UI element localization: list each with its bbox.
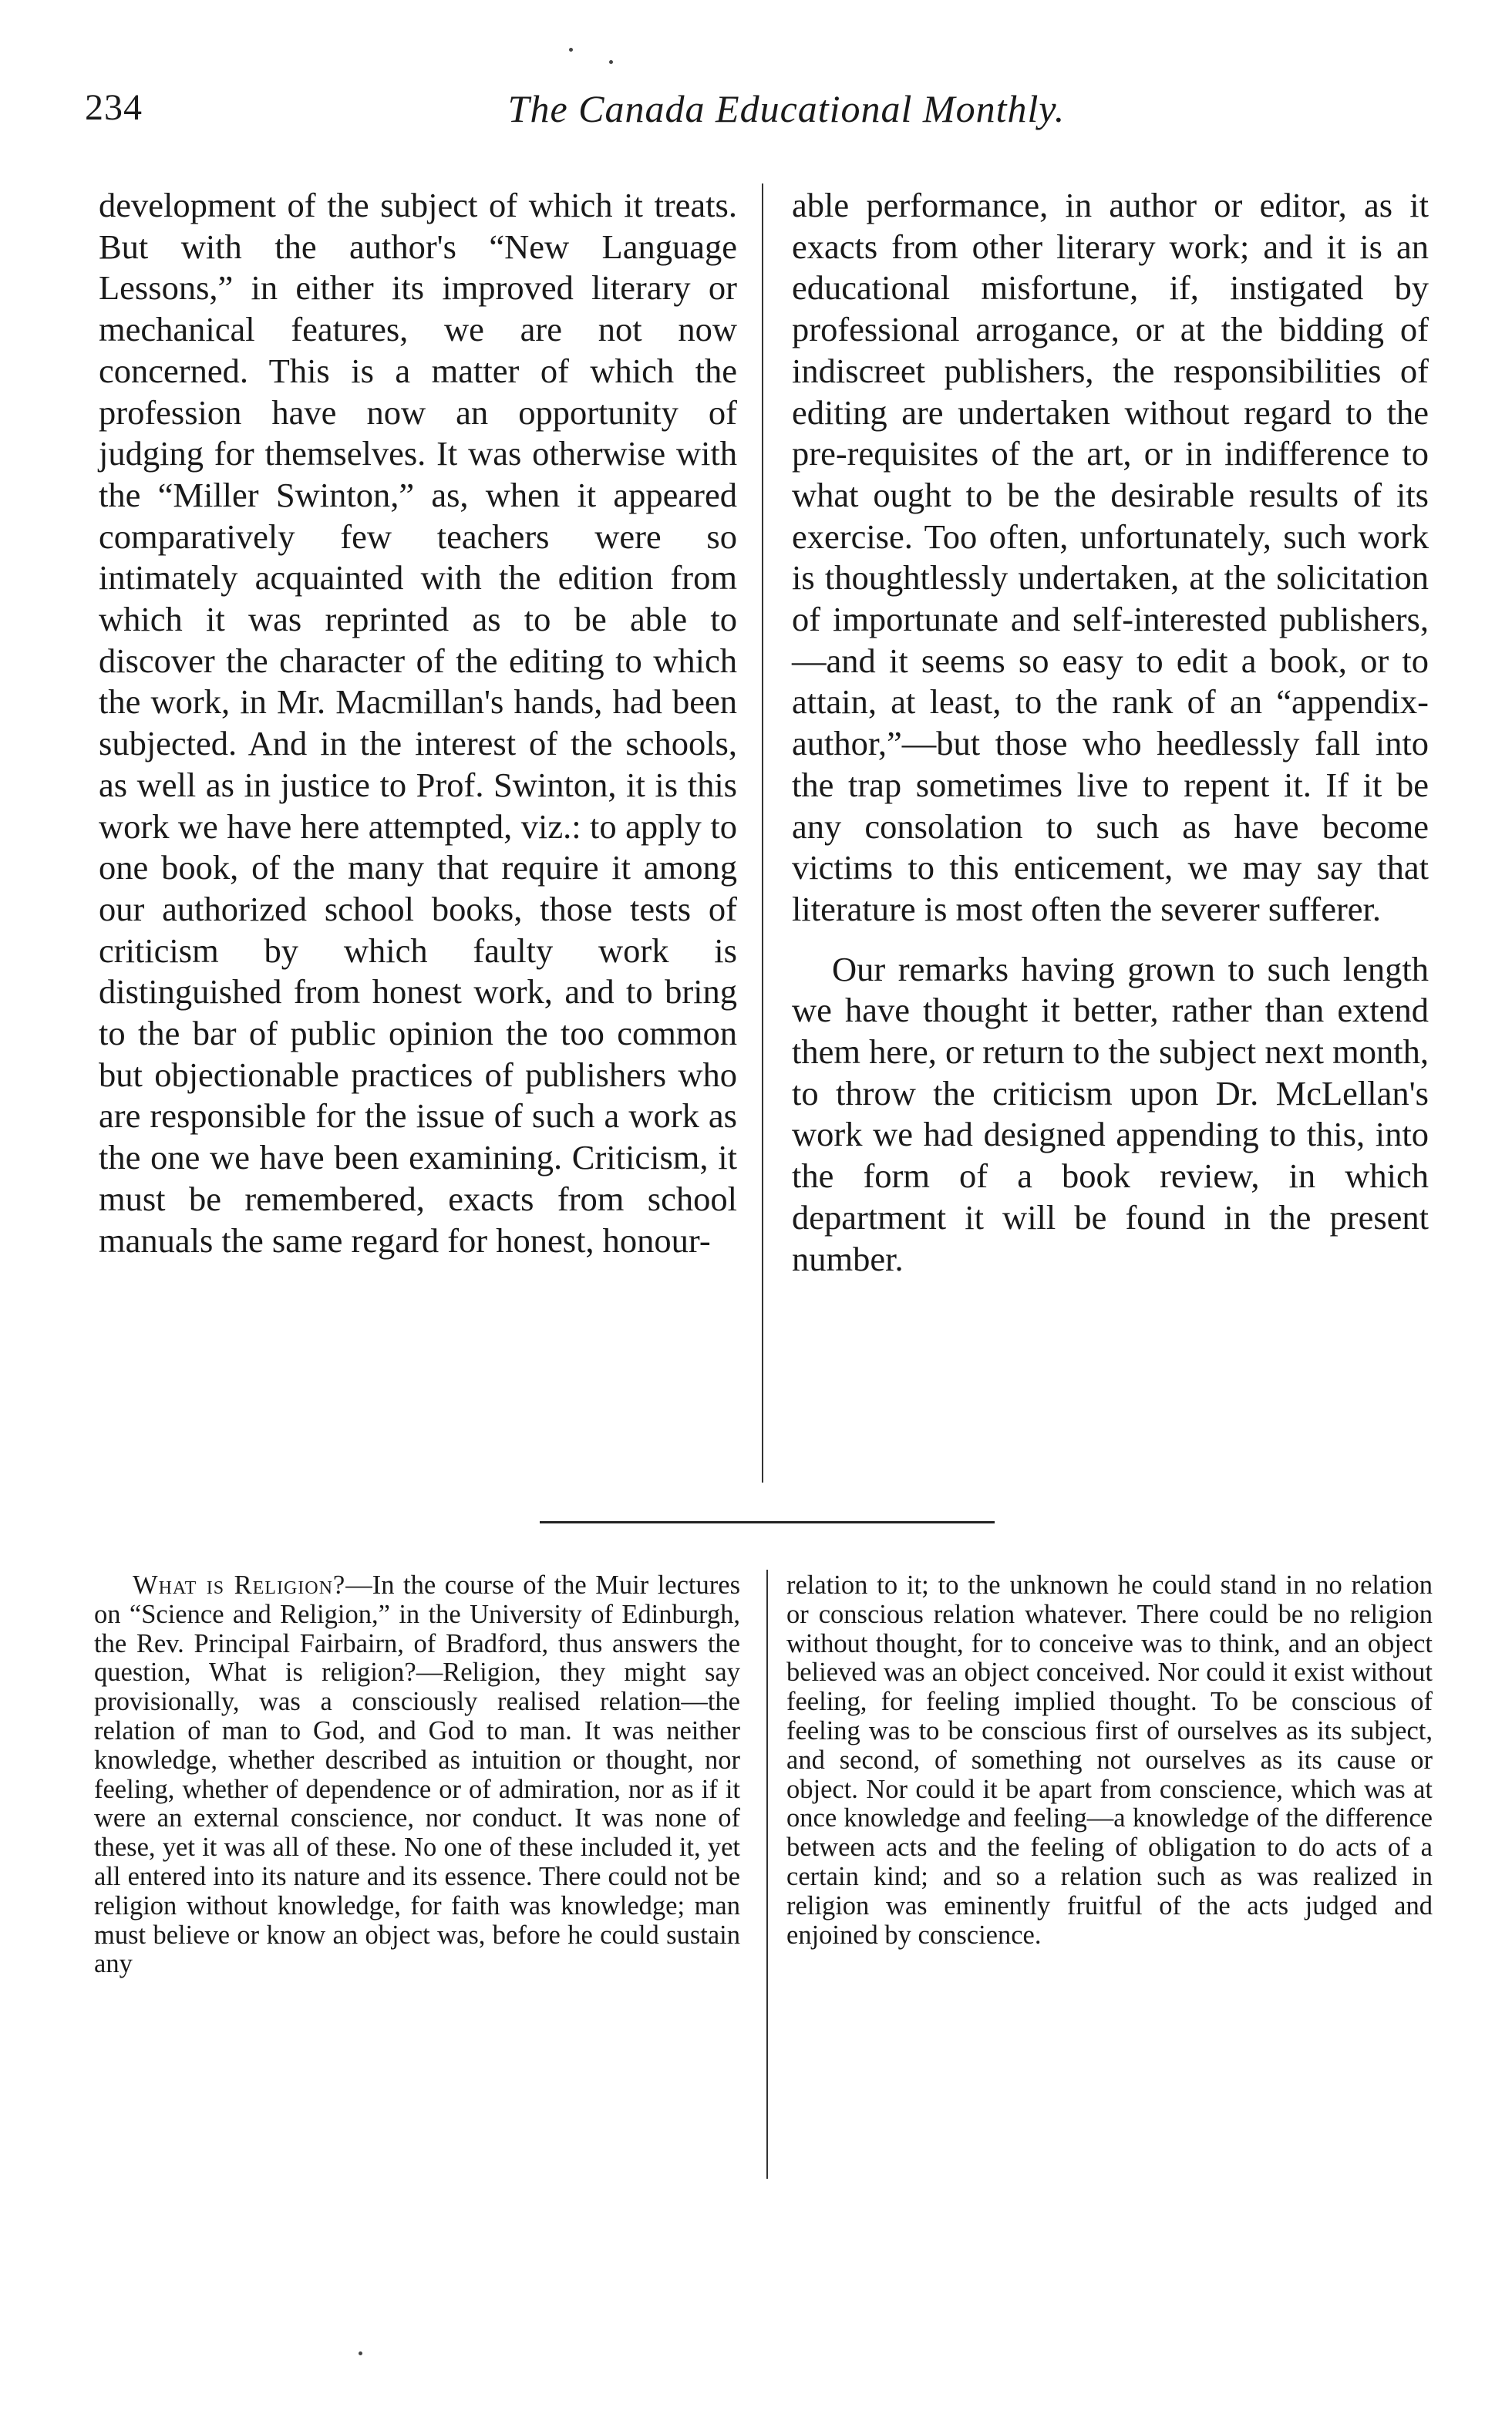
- religion-paragraph: [94, 1571, 740, 1979]
- religion-text-left: —In the course of the Muir lectures on “Science and Religion,” in the University of Edinburgh, the Rev. Principal Fairbairn, of Bradford, thus answers the question, What is religion?—Religion, they might say provisionally, was a consciously realised relation—the relation of man to God, and God to man. It was neither knowledge, whether described as intuition or thought, nor feeling, whether of dependence or of admiration, nor as if it were an external conscience, nor conduct. It was none of these, yet it was all of these. No one of these included it, yet all entered into its nature and its essence. There could not be religion without knowledge, for faith was knowledge; man must believe or know an object was, before he could sustain any: [94, 1570, 740, 1979]
- page-number: 234: [85, 87, 143, 128]
- editorial-closing-paragraph: Our remarks having grown to such length we have thought it better, rather than extend them here, or return to the subject next month, to throw the criticism upon Dr. McLellan's work we had designed appending to this, into the form of a book review, in which department it will be found in the present number.: [792, 949, 1429, 1278]
- print-speck: [609, 60, 613, 64]
- column-divider: [762, 183, 763, 1483]
- section-rule: [540, 1521, 995, 1523]
- religion-heading: What is Religion?: [133, 1570, 346, 1600]
- religion-column-right: [786, 1571, 1433, 1950]
- religion-text-right: relation to it; to the unknown he could stand in no relation or conscious relation whatever. There could be no religion without thought, for to conceive was to think, and an object believed was an object conceived. Nor could it exist without feeling, for feeling implied thought. To be conscious of feeling was to be conscious first of ourselves as its subject, and second, of something not ourselves as its cause or object. Nor could it be apart from conscience, which was at once knowledge and feeling—a knowledge of the difference between acts and the feeling of obligation to do acts of a certain kind; and so a relation such as was realized in religion was eminently fruitful of the acts judged and enjoined by conscience.: [786, 1570, 1433, 1950]
- print-speck: [569, 48, 573, 52]
- print-speck: [359, 2351, 362, 2355]
- editorial-paragraph-continued-right: able performance, in author or editor, as it exacts from other literary work; and it is an educational misfortune, if, instigated by professional arrogance, or at the bidding of indiscreet publishers, the responsibilities of editing are undertaken without regard to the pre-requisites of the art, or in indifference to what ought to be the desirable results of its exercise. Too often, unfortunately, such work is thoughtlessly undertaken, at the solicitation of importunate and self-interested publishers,—and it seems so easy to edit a book, or to attain, at least, to the rank of an “appendix-author,”—but those who heedlessly fall into the trap sometimes live to repent it. If it be any consolation to such as have become victims to this enticement, we may say that literature is most often the severer sufferer.: [792, 186, 1429, 928]
- religion-column-left: [94, 1571, 740, 1979]
- running-title: The Canada Educational Monthly.: [507, 87, 1066, 130]
- editorial-column-right: [792, 185, 1429, 1280]
- editorial-column-left: [99, 185, 737, 1261]
- editorial-paragraph-continued: development of the subject of which it treats. But with the author's “New Language Lessons,” in either its improved literary or mechanical features, we are not now concerned. This is a matter of which the profession have now an opportunity of judging for themselves. It was otherwise with the “Miller Swinton,” as, when it appeared comparatively few teachers were so intimately acquainted with the edition from which it was reprinted as to be able to discover the character of the editing to which the work, in Mr. Macmillan's hands, had been subjected. And in the interest of the schools, as well as in justice to Prof. Swinton, it is this work we have here attempted, viz.: to apply to one book, of the many that require it among our authorized school books, those tests of criticism by which faulty work is distinguished from honest work, and to bring to the bar of public opinion the too common but objectionable practices of publishers who are responsible for the issue of such a work as the one we have been examining. Criticism, it must be remembered, exacts from school manuals the same regard for honest, honour-: [99, 186, 737, 1260]
- page-header: [85, 86, 1457, 148]
- column-divider-bottom: [766, 1570, 768, 2179]
